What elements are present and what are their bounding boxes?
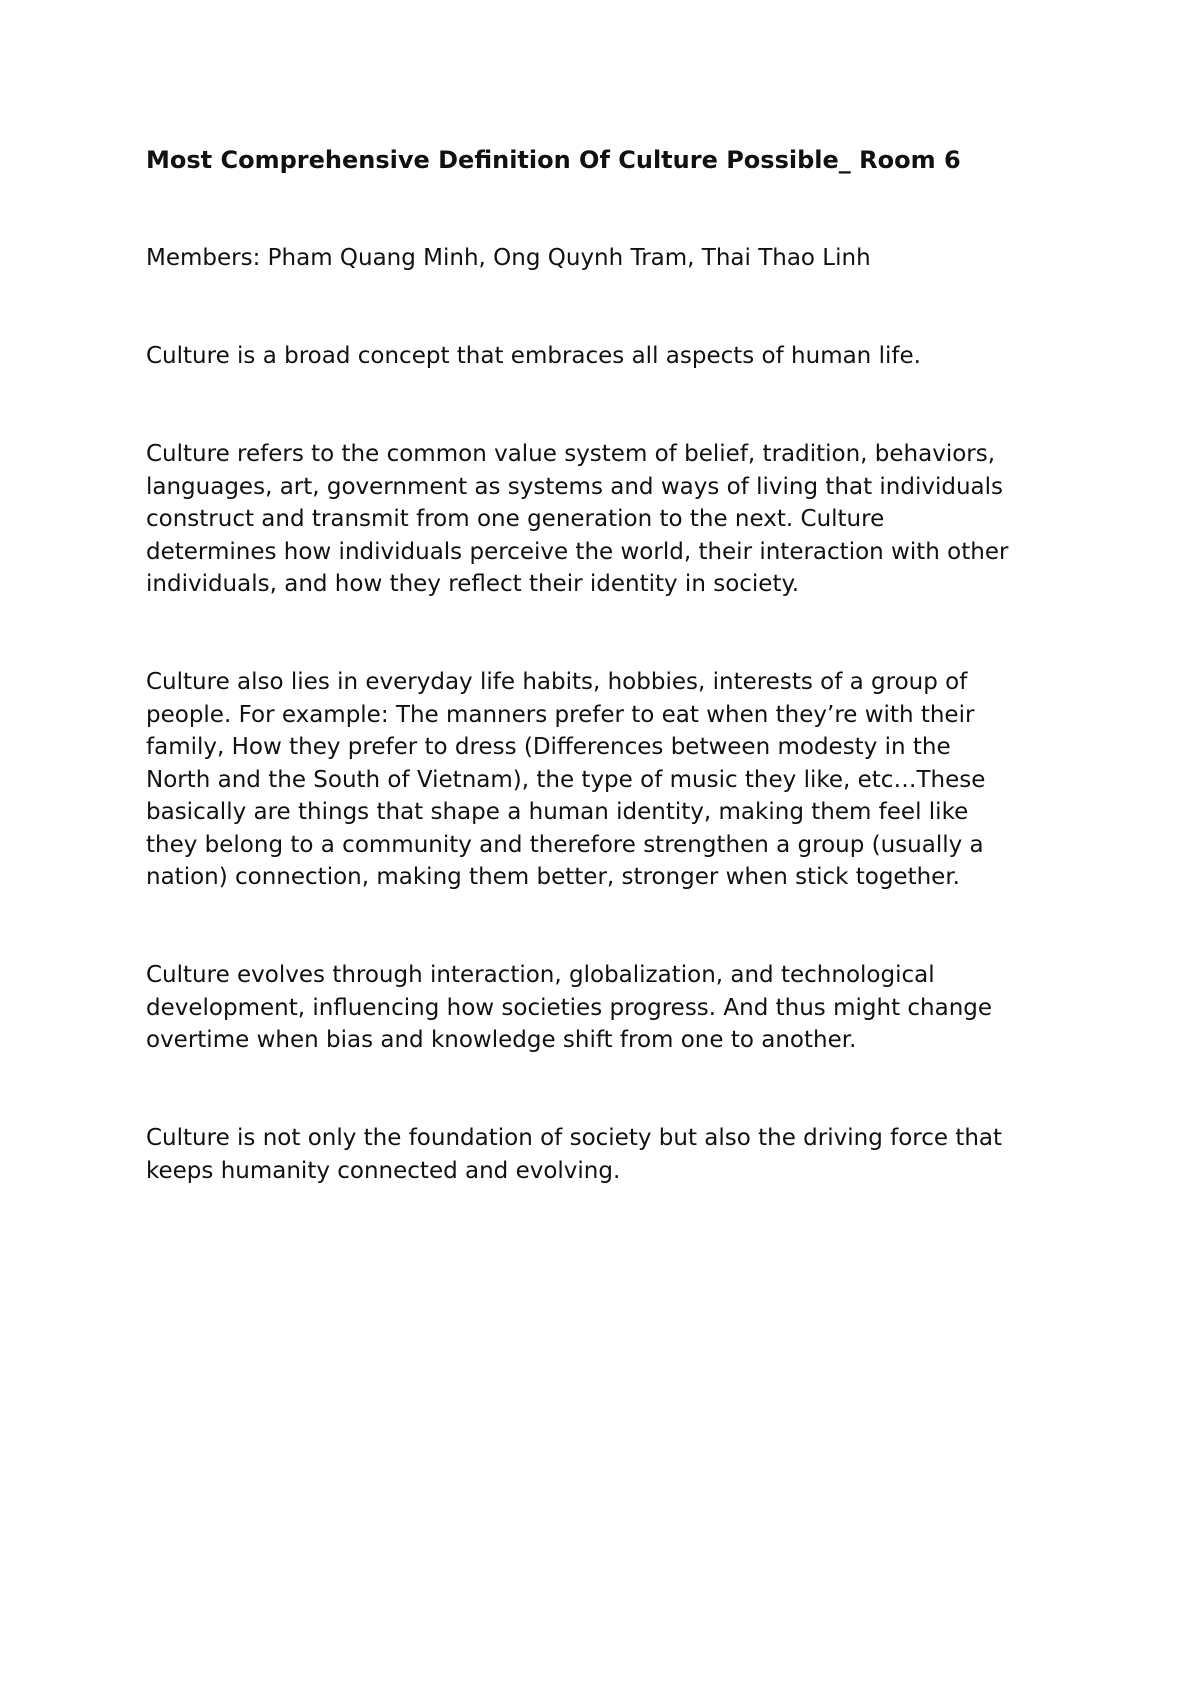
- text-line: Culture refers to the common value system of belief, tradition, behaviors,: [146, 441, 996, 467]
- text-line: Culture also lies in everyday life habits, hobbies, interests of a group of: [146, 669, 968, 695]
- text-line: keeps humanity connected and evolving.: [146, 1157, 621, 1184]
- text-line: development, influencing how societies progress. And thus might change: [146, 994, 993, 1021]
- text-line: Culture evolves through interaction, globalization, and technological: [146, 962, 935, 988]
- text-line: Culture is not only the foundation of society but also the driving force that: [146, 1125, 1003, 1151]
- text-line: Culture is a broad concept that embraces all aspects of human life.: [146, 343, 921, 369]
- paragraph-2: [146, 438, 1086, 601]
- text-line: determines how individuals perceive the world, their interaction with other: [146, 538, 1009, 565]
- text-line: family, How they prefer to dress (Differences between modesty in the: [146, 734, 951, 760]
- paragraph-3: [146, 666, 1086, 894]
- paragraph-4: [146, 959, 1086, 1057]
- members-line: Members: Pham Quang Minh, Ong Quynh Tram, Thai Thao Linh: [146, 245, 871, 271]
- paragraph-5: [146, 1122, 1086, 1187]
- text-line: North and the South of Vietnam), the type of music they like, etc…These: [146, 766, 986, 793]
- text-line: they belong to a community and therefore strengthen a group (usually a: [146, 831, 984, 858]
- text-line: nation) connection, making them better, stronger when stick together.: [146, 864, 960, 890]
- text-line: languages, art, government as systems and ways of living that individuals: [146, 473, 1003, 500]
- text-line: construct and transmit from one generation to the next. Culture: [146, 506, 885, 532]
- paragraph-1: [146, 340, 1086, 373]
- text-line: basically are things that shape a human identity, making them feel like: [146, 799, 969, 825]
- text-line: overtime when bias and knowledge shift from one to another.: [146, 1027, 857, 1053]
- text-line: people. For example: The manners prefer to eat when they’re with their: [146, 701, 975, 728]
- document-title: Most Comprehensive Definition Of Culture Possible_ Room 6: [146, 146, 961, 174]
- text-line: individuals, and how they reflect their identity in society.: [146, 571, 800, 597]
